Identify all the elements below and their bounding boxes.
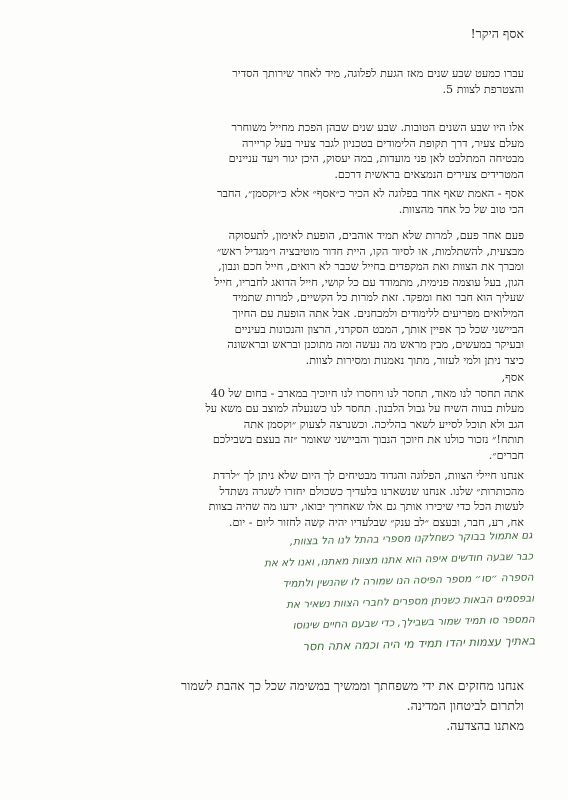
closing-line: אנחנו מחזקים את ידי משפחתך וממשיך במשימה שכל כך אהבת לשמור <box>181 678 524 693</box>
text-line: הביישני שכל כך אפיין אותך, המבט הסקרני, הרצון והנכונות בעיניים <box>234 322 524 336</box>
text-line: אח, רע, חבר, ובעצם ״לב ענק״ שבלעדיו יהיה קשה לחזור ליום - יום. <box>228 515 524 529</box>
text-line: אסף - האמת שאף אחד בפלוגה לא הכיר כ״אסף״ אלא כ״וקסמן״, החבר <box>217 187 524 200</box>
text-line: מעלות בנווה השיח על גבול הלבנון. תחסר לנו כשנעלה למוצב עם משא על <box>205 402 524 416</box>
text-line: לעשות הכל כדי שיכירו אותך גם אלו שאחריך יבואו, ידעו מה שהיה בצוות <box>208 500 524 514</box>
letter-greeting: אסף היקר! <box>470 26 524 41</box>
text-line: מבטיחה המתלבט לאן פני מועדות, במה יעסוק, היכן יגור ויעד עניינים <box>228 152 524 166</box>
text-line: מבצעית, להשתלמות, או לסיור הקו, היית חדור מוטיבציה ו״מגדיל ראש״ <box>216 244 524 258</box>
handwritten-line: הספרה ״סו״ מספר הפיסה הנו שמורה לו שהנשין ולתמיד <box>282 571 534 590</box>
text-line: והצטרפת לצוות 5. <box>442 82 524 96</box>
paragraph-character <box>44 228 524 368</box>
text-line: עברו כמעט שבע שנים מאז הגעת לפלוגה, מיד לאחר שירותך הסדיר <box>232 67 524 80</box>
text-line: אלו היו שבע השנים הטובות. שבע שנים שבהן הפכת מחייל משוחרר <box>231 121 524 134</box>
closing-line: מאתנו בהצדעה. <box>446 718 524 733</box>
text-line: מהכותרות״ שלנו. אנחנו שנשארנו בלעדיך כשכולם יחזרו לשגרה נשתדל <box>219 484 524 498</box>
text-line: המילואים מפריעים ללימודים ולמבחנים. אבל אתה הופעת עם החיוך <box>232 306 524 320</box>
closing-line: ולתרום לביטחון המדינה. <box>406 698 524 713</box>
text-line: אתה תחסר לנו מאוד, תחסר לנו ויחסרו לנו חיוכיך במארב - בחום של 40 <box>210 386 524 400</box>
paragraph-promise <box>44 468 524 530</box>
paragraph-will-miss <box>44 370 524 464</box>
text-line: הגב ולא תוכל לסייע לשאר בהליכה. וכשנרצה לצעוק ״וקסמן אתה <box>243 417 524 431</box>
text-line: ומברך את הצוות ואת המקפדים בחייל שכבר לא רואים, חייל חכם ונבון, <box>218 260 524 274</box>
handwritten-line: ובפסמים הבאות כשניתן מספרים לחברי הצוות נשאיר את <box>286 592 535 611</box>
text-line: כיצד ניתן ולמי לעזור, מתוך נאמנות ומסירות לצוות. <box>305 353 524 367</box>
paragraph-intro <box>44 66 524 97</box>
text-line: שעליך הוא חבר ואח ומפקד. זאת למרות כל הקשיים, למרות שתמיד <box>232 291 524 305</box>
text-line: חברים״. <box>488 448 524 462</box>
text-line: אנחנו חיילי הצוות, הפלוגה והגדוד מבטיחים לך היום שלא ניתן לך ״לרדת <box>213 469 524 482</box>
text-line: אסף, <box>501 371 524 384</box>
text-line: הכי טוב של כל אחד מהצוות. <box>398 202 524 216</box>
text-line: פעם אחר פעם, למרות שלא תמיד אוהבים, הופעת לאימון, לתעסוקה <box>228 229 524 242</box>
text-line: מעלם צעיר, דרך תקופת הלימודים בטכניון לגבר צעיר בעל קריירה <box>241 136 524 150</box>
text-line: תותח!״ נזכור כולנו את חיוכך הנבוך והביישני שאומר ״זה בעצם בשבילכם <box>212 433 524 447</box>
paragraph-nickname <box>44 186 524 217</box>
handwritten-line: גם אתמול בבוקר כשחלקנו מספרי בהתל לנו הל בצוות, <box>289 529 533 548</box>
text-line: הגון, בעל עוצמה פנימית, מתמודד עם כל קושי, חייל הדואג לחבריו, חייל <box>214 275 524 289</box>
handwritten-line: כבר שבעה חודשים איפה הוא אתנו מצוות מאתנו, ואנו לא את <box>263 550 534 570</box>
text-line: ובעיקר במעשים, מבין מראש מה נעשה ומה מתוכנן ובראש ובראשונה <box>227 338 524 352</box>
paragraph-seven-years <box>44 120 524 182</box>
handwritten-line: באתיך עצמות יהדו תמיד מי היה וכמה אתה חסר <box>302 633 536 654</box>
handwritten-note <box>28 525 535 664</box>
handwritten-line: המספר סו תמיד שמור בשבילך, כדי שבעם החיים שינוסו <box>292 613 535 632</box>
text-line: המטרידים צעירים הנמצאים בראשית דרכם. <box>334 167 524 181</box>
letter-closing <box>44 676 524 736</box>
